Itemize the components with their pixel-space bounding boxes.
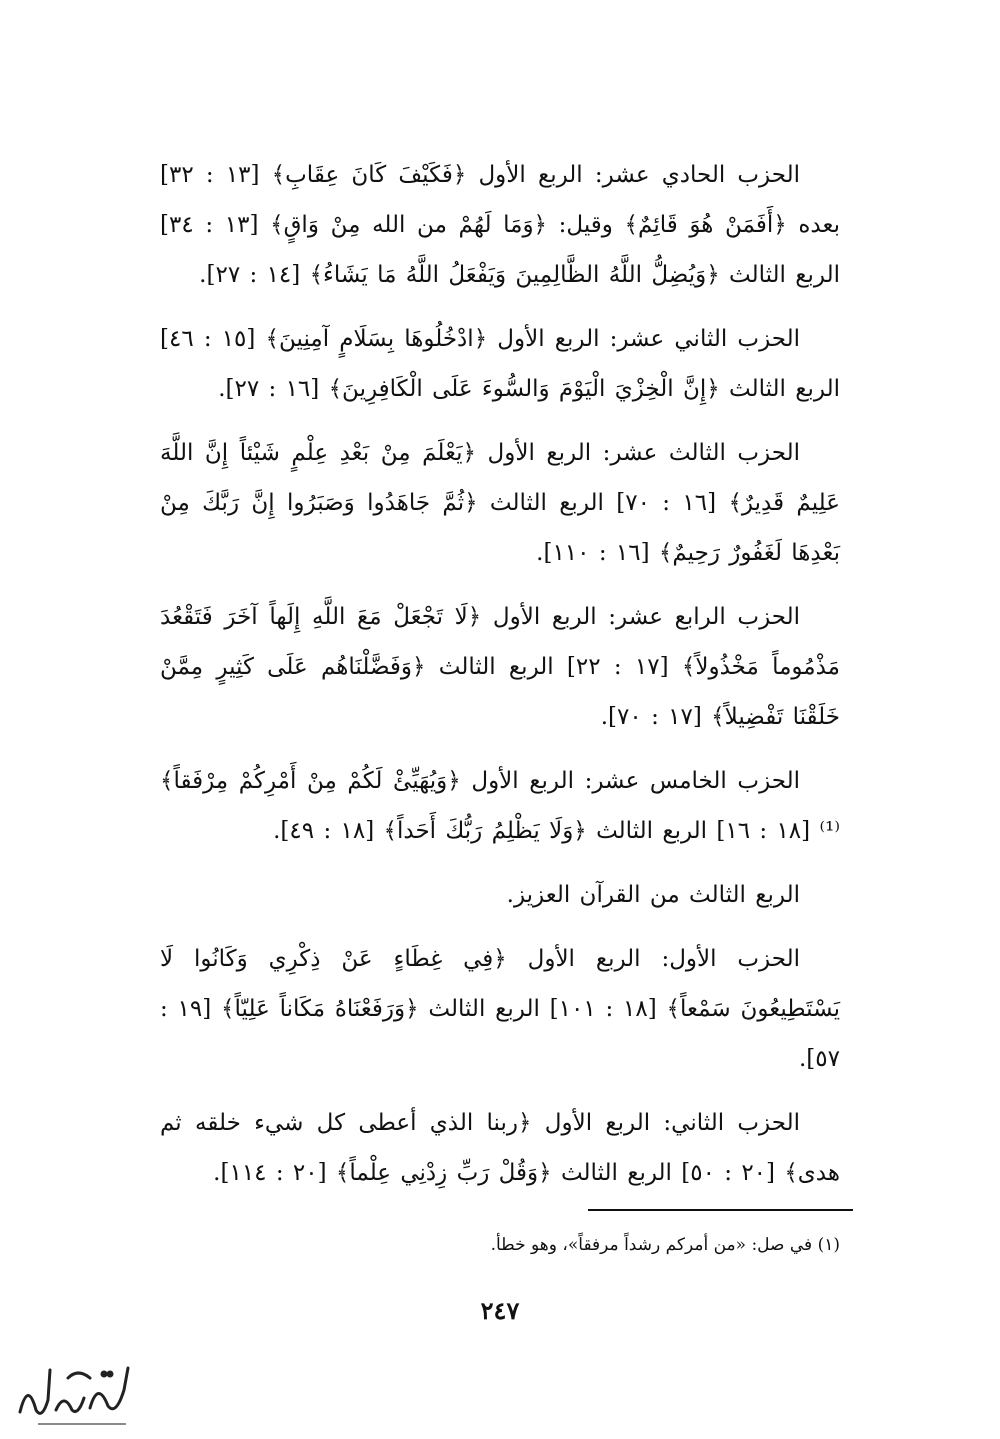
library-stamp-logo: [8, 1350, 148, 1430]
paragraph-hizb-1: الحزب الأول: الربع الأول ﴿فِي غِطَاءٍ عَنْ ذِكْرِي وَكَانُوا لَا يَسْتَطِيعُونَ سَمْعاً﴾ [١٨ : ١٠١] الربع الثالث ﴿وَرَفَعْنَاهُ مَكَاناً عَلِيّاً﴾ [١٩ : ٥٧].: [160, 946, 841, 1072]
paragraph-hizb-13: الحزب الثالث عشر: الربع الأول ﴿يَعْلَمَ مِنْ بَعْدِ عِلْمٍ شَيْئاً إِنَّ اللَّهَ عَلِيمٌ قَدِيرٌ﴾ [١٦ : ٧٠] الربع الثالث ﴿ثُمَّ جَاهَدُوا وَصَبَرُوا إِنَّ رَبَّكَ مِنْ بَعْدِهَا لَغَفُورٌ رَحِيمٌ﴾ [١٦ : ١١٠].: [160, 440, 840, 566]
main-text: [160, 150, 840, 1212]
paragraph-hizb-12: الحزب الثاني عشر: الربع الأول ﴿ادْخُلُوهَا بِسَلَامٍ آمِنِينَ﴾ [١٥ : ٤٦] الربع الثالث ﴿إِنَّ الْخِزْيَ الْيَوْمَ وَالسُّوءَ عَلَى الْكَافِرِينَ﴾ [١٦ : ٢٧].: [160, 326, 840, 402]
page-number: ٢٤٧: [480, 1296, 520, 1325]
paragraph-hizb-11: الحزب الحادي عشر: الربع الأول ﴿فَكَيْفَ كَانَ عِقَابِ﴾ [١٣ : ٣٢] بعده ﴿أَفَمَنْ هُوَ قَائِمٌ﴾ وقيل: ﴿وَمَا لَهُمْ من الله مِنْ وَاقٍ﴾ [١٣ : ٣٤] الربع الثالث ﴿وَيُضِلُّ اللَّهُ الظَّالِمِينَ وَيَفْعَلُ اللَّهُ مَا يَشَاءُ﴾ [١٤ : ٢٧].: [160, 162, 840, 288]
footnote: (١) في صل: «من أمركم رشداً مرفقاً»، وهو خطأ.: [490, 1235, 840, 1255]
footnote-divider: [588, 1209, 853, 1211]
paragraph-hizb-2: الحزب الثاني: الربع الأول ﴿ربنا الذي أعطى كل شيء خلقه ثم هدى﴾ [٢٠ : ٥٠] الربع الثالث ﴿وَقُلْ رَبِّ زِدْنِي عِلْماً﴾ [٢٠ : ١١٤].: [160, 1110, 840, 1186]
section-heading-third-quarter: الربع الثالث من القرآن العزيز.: [506, 882, 800, 908]
paragraph-hizb-14: الحزب الرابع عشر: الربع الأول ﴿لَا تَجْعَلْ مَعَ اللَّهِ إِلَهاً آخَرَ فَتَقْعُدَ مَذْمُوماً مَخْذُولاً﴾ [١٧ : ٢٢] الربع الثالث ﴿وَفَضَّلْنَاهُم عَلَى كَثِيرٍ مِمَّنْ خَلَقْنَا تَفْضِيلاً﴾ [١٧ : ٧٠].: [160, 604, 840, 730]
paragraph-hizb-15: الحزب الخامس عشر: الربع الأول ﴿وَيُهَيِّئْ لَكُمْ مِنْ أَمْرِكُمْ مِرْفَقاً﴾⁽¹⁾ [١٨ : ١٦] الربع الثالث ﴿وَلَا يَظْلِمُ رَبُّكَ أَحَداً﴾ [١٨ : ٤٩].: [160, 768, 840, 844]
